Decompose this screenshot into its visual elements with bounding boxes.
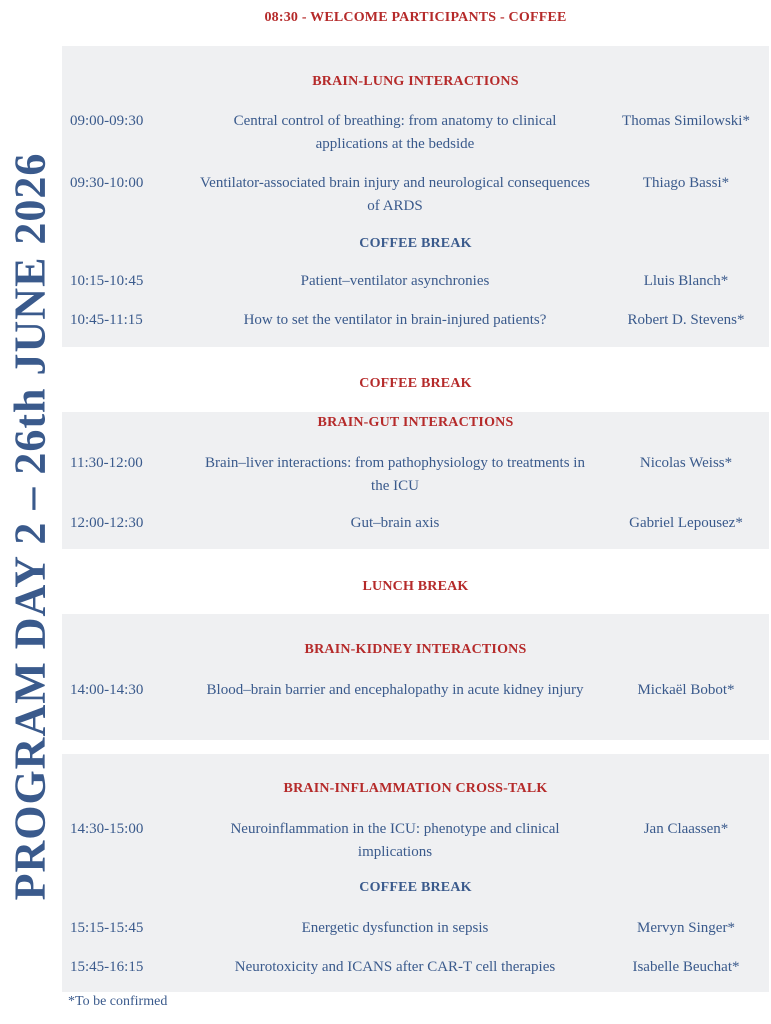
talk-time: 14:30-15:00 bbox=[70, 821, 144, 837]
talk-title: Gut–brain axis bbox=[350, 515, 440, 531]
footnote: *To be confirmed bbox=[68, 994, 168, 1009]
talk-time: 14:00-14:30 bbox=[70, 682, 144, 698]
talk-speaker: Mervyn Singer* bbox=[637, 920, 735, 936]
talk-speaker: Robert D. Stevens* bbox=[627, 312, 745, 328]
session-title-brain-inflammation: BRAIN-INFLAMMATION CROSS-TALK bbox=[283, 781, 548, 796]
session-break-heading: COFFEE BREAK bbox=[359, 236, 472, 251]
talk-time: 15:45-16:15 bbox=[70, 959, 144, 975]
talk-speaker: Thomas Similowski* bbox=[622, 113, 750, 129]
talk-title: Energetic dysfunction in sepsis bbox=[301, 920, 489, 936]
talk-title: How to set the ventilator in brain-injured patients? bbox=[243, 312, 547, 328]
talk-speaker: Isabelle Beuchat* bbox=[632, 959, 740, 975]
talk-title: Neurotoxicity and ICANS after CAR-T cell therapies bbox=[234, 959, 556, 975]
side-title bbox=[2, 56, 58, 996]
talk-speaker: Lluis Blanch* bbox=[643, 273, 729, 289]
talk-speaker: Nicolas Weiss* bbox=[639, 455, 733, 471]
talk-title: Central control of breathing: from anatomy to clinical applications at the bedside bbox=[233, 113, 557, 152]
coffee-break-heading: COFFEE BREAK bbox=[359, 376, 472, 391]
talk-time: 15:15-15:45 bbox=[70, 920, 144, 936]
talk-speaker: Jan Claassen* bbox=[643, 821, 729, 837]
talk-title: Patient–ventilator asynchronies bbox=[300, 273, 490, 289]
talk-time: 12:00-12:30 bbox=[70, 515, 144, 531]
side-title-text: PROGRAM DAY 2 – 26th JUNE 2026 bbox=[5, 152, 55, 900]
welcome-heading: 08:30 - WELCOME PARTICIPANTS - COFFEE bbox=[264, 10, 567, 25]
talk-title: Brain–liver interactions: from pathophysiology to treatments in the ICU bbox=[205, 455, 585, 494]
session-title-brain-kidney: BRAIN-KIDNEY INTERACTIONS bbox=[304, 642, 527, 657]
talk-time: 10:45-11:15 bbox=[70, 312, 143, 328]
lunch-break-heading: LUNCH BREAK bbox=[362, 579, 469, 594]
talk-time: 09:30-10:00 bbox=[70, 175, 144, 191]
talk-time: 09:00-09:30 bbox=[70, 113, 144, 129]
talk-time: 10:15-10:45 bbox=[70, 273, 144, 289]
session-title-brain-gut: BRAIN-GUT INTERACTIONS bbox=[317, 415, 514, 430]
session-title-brain-lung: BRAIN-LUNG INTERACTIONS bbox=[312, 74, 519, 89]
talk-time: 11:30-12:00 bbox=[70, 455, 143, 471]
session-break-heading: COFFEE BREAK bbox=[359, 880, 472, 895]
talk-title: Ventilator-associated brain injury and neurological consequences of ARDS bbox=[200, 175, 590, 214]
talk-speaker: Gabriel Lepousez* bbox=[629, 515, 743, 531]
talk-title: Neuroinflammation in the ICU: phenotype and clinical implications bbox=[230, 821, 560, 860]
talk-speaker: Mickaël Bobot* bbox=[637, 682, 735, 698]
session-block-brain-kidney bbox=[62, 614, 769, 740]
talk-title: Blood–brain barrier and encephalopathy in acute kidney injury bbox=[206, 682, 584, 698]
talk-speaker: Thiago Bassi* bbox=[642, 175, 730, 191]
